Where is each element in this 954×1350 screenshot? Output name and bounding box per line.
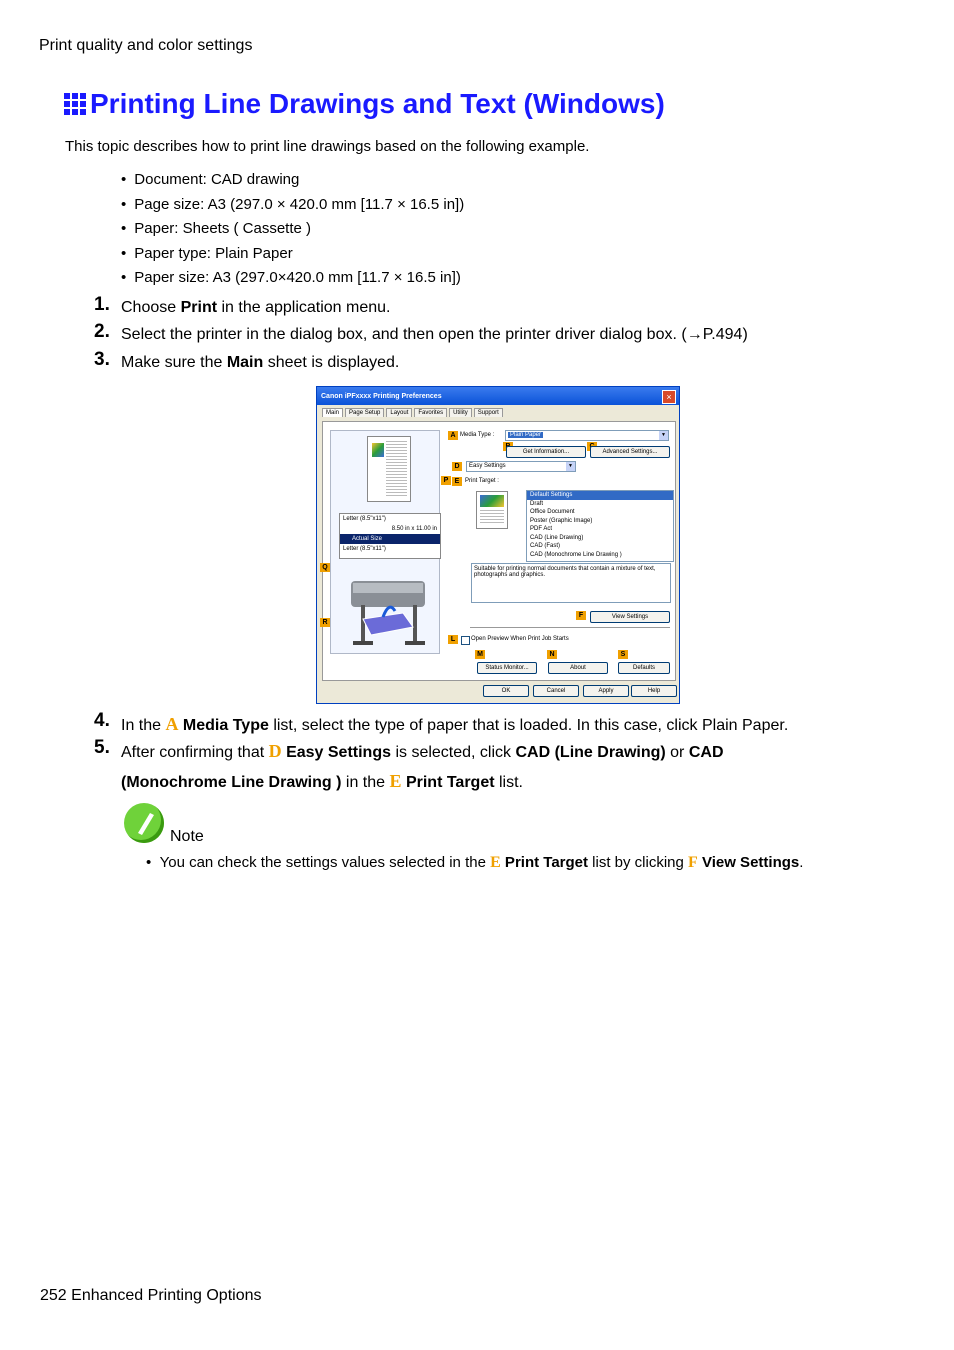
list-item[interactable]: Draft xyxy=(530,500,544,507)
printer-icon xyxy=(343,569,433,651)
step-3: 3. Make sure the Main sheet is displayed. xyxy=(94,349,400,371)
badge-a: A xyxy=(448,431,458,440)
get-information-button[interactable]: Get Information... xyxy=(506,446,586,458)
apply-button[interactable]: Apply xyxy=(583,685,629,697)
badge-n: N xyxy=(547,650,557,659)
status-monitor-button[interactable]: Status Monitor... xyxy=(477,662,537,674)
note-label: Note xyxy=(170,828,204,845)
advanced-settings-button[interactable]: Advanced Settings... xyxy=(590,446,670,458)
badge-m: M xyxy=(475,650,485,659)
divider xyxy=(470,627,670,628)
badge-d: D xyxy=(452,462,462,471)
badge-e: E xyxy=(452,477,462,486)
about-button[interactable]: About xyxy=(548,662,608,674)
media-type-label: Media Type : xyxy=(460,432,495,438)
list-item[interactable]: PDF Act xyxy=(530,526,553,532)
note-text: • You can check the settings values selected in the E Print Target list by clicking F View Settings. xyxy=(146,854,804,871)
preview-panel xyxy=(330,430,440,654)
tab-main[interactable]: Main xyxy=(322,408,343,417)
tab-page-setup[interactable]: Page Setup xyxy=(345,408,384,417)
list-item: • Paper size: A3 (297.0×420.0 mm [11.7 × 16.5 in]) xyxy=(121,266,464,291)
title-text: Printing Line Drawings and Text (Windows) xyxy=(90,88,665,119)
badge-s: S xyxy=(618,650,628,659)
badge-q: Q xyxy=(320,563,330,572)
description-box: Suitable for printing normal documents that contain a mixture of text, photographs and graphics. xyxy=(471,563,671,603)
grid-icon xyxy=(64,93,86,115)
list-item: • Paper: Sheets ( Cassette ) xyxy=(121,217,464,242)
list-item[interactable]: Office Document xyxy=(530,509,575,515)
list-item: • Document: CAD drawing xyxy=(121,168,464,193)
intro-text: This topic describes how to print line drawings based on the following example. xyxy=(65,138,590,155)
page-title xyxy=(64,88,665,120)
main-panel xyxy=(322,421,676,681)
step-1: 1. Choose Print in the application menu. xyxy=(94,294,391,316)
running-header: Print quality and color settings xyxy=(39,37,253,54)
list-item[interactable]: Default Settings xyxy=(527,491,673,500)
open-preview-checkbox[interactable] xyxy=(461,636,470,645)
close-icon[interactable]: × xyxy=(662,390,676,404)
easy-settings-select[interactable]: Easy Settings ▼ xyxy=(466,461,576,472)
help-button[interactable]: Help xyxy=(631,685,677,697)
list-item[interactable]: Poster (Graphic Image) xyxy=(530,517,593,524)
list-item: • Paper type: Plain Paper xyxy=(121,242,464,267)
page-preview xyxy=(367,436,411,502)
badge-f: F xyxy=(576,611,586,620)
list-item[interactable]: CAD (Line Drawing) xyxy=(530,534,584,541)
list-item[interactable]: CAD (Monochrome Line Drawing ) xyxy=(530,551,622,558)
ok-button[interactable]: OK xyxy=(483,685,529,697)
print-target-list[interactable] xyxy=(526,490,674,562)
tab-favorites[interactable]: Favorites xyxy=(414,408,447,417)
page-footer: 252 Enhanced Printing Options xyxy=(40,1287,262,1304)
print-target-label: Print Target : xyxy=(465,478,499,484)
step-2: 2. Select the printer in the dialog box, and then open the printer driver dialog box. (→P.494) xyxy=(94,321,748,343)
view-settings-button[interactable]: View Settings xyxy=(590,611,670,623)
tab-utility[interactable]: Utility xyxy=(449,408,472,417)
badge-p: P xyxy=(441,476,451,485)
printing-preferences-dialog xyxy=(316,386,680,704)
open-preview-label: Open Preview When Print Job Starts xyxy=(471,636,569,642)
step-4: 4. In the A Media Type list, select the type of paper that is loaded. In this case, click Plain Paper. xyxy=(94,710,789,734)
example-list xyxy=(121,168,464,291)
media-type-select[interactable]: Plain Paper ▼ xyxy=(505,430,669,441)
badge-l: L xyxy=(448,635,458,644)
list-item[interactable]: CAD (Fast) xyxy=(530,543,560,549)
tab-bar xyxy=(322,408,505,417)
dialog-title: Canon iPFxxxx Printing Preferences xyxy=(317,387,679,405)
target-preview xyxy=(476,491,508,529)
defaults-button[interactable]: Defaults xyxy=(618,662,670,674)
list-item: • Page size: A3 (297.0 × 420.0 mm [11.7 × 16.5 in]) xyxy=(121,193,464,218)
cancel-button[interactable]: Cancel xyxy=(533,685,579,697)
tab-support[interactable]: Support xyxy=(474,408,503,417)
size-info: Letter (8.5"x11") 8.50 in x 11.00 in Actual Size Letter (8.5"x11") xyxy=(339,513,441,559)
badge-r: R xyxy=(320,618,330,627)
step-5: 5. After confirming that D Easy Settings is selected, click CAD (Line Drawing) or CAD (Monochrome Line Drawing ) in the E Print Target list. xyxy=(94,737,724,791)
note-pencil-icon xyxy=(124,803,164,843)
tab-layout[interactable]: Layout xyxy=(386,408,412,417)
